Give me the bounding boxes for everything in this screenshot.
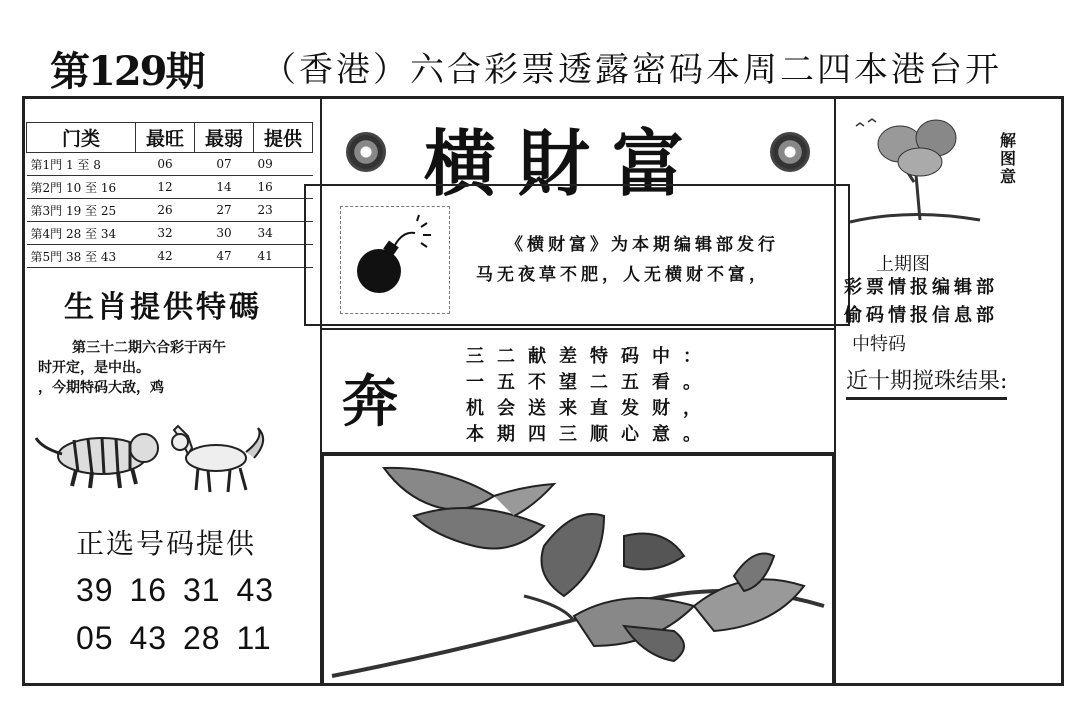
tree-illustration — [840, 112, 990, 232]
bomb-icon — [341, 207, 449, 313]
poem — [466, 344, 714, 448]
door-label: 第5門 — [30, 249, 63, 264]
table-cell-offer: 41 — [254, 245, 313, 268]
table-cell-offer: 09 — [254, 153, 313, 176]
table-cell-offer: 34 — [254, 222, 313, 245]
poem-line-4: 本期四三顺心意。 — [466, 424, 714, 445]
zodiac-character: 奔 — [342, 369, 398, 435]
range: 38 至 43 — [65, 249, 117, 264]
table-cell-category — [27, 245, 136, 268]
intro-line-2: 马无夜草不肥，人无横财不富， — [476, 265, 770, 285]
poem-line-2: 一五不望二五看。 — [466, 372, 714, 393]
table-header-offer: 提供 — [254, 123, 313, 153]
dept-lottery: 彩票情报编辑部 — [844, 277, 998, 298]
flower-box — [322, 454, 834, 686]
table-row — [27, 176, 313, 199]
interpret-label: 解图意 — [1000, 131, 1017, 186]
poem-line-1: 三二献差特码中： — [466, 346, 714, 367]
bomb-panel — [340, 206, 450, 314]
last-image-label: 上期图 — [876, 254, 930, 275]
table-cell-max: 12 — [136, 176, 195, 199]
pick-numbers-row-2: 05 43 28 11 — [76, 620, 272, 656]
note-line-2: 时开定，是中出。 — [38, 360, 150, 376]
main-title: 横財富 — [424, 121, 707, 206]
table-cell-category — [27, 153, 136, 176]
table-cell-max: 32 — [136, 222, 195, 245]
poem-line-3: 机会送来直发财， — [466, 398, 714, 419]
door-label: 第3門 — [30, 203, 63, 218]
table-row — [27, 245, 313, 268]
range: 1 至 8 — [65, 157, 101, 172]
door-label: 第2門 — [30, 180, 63, 195]
results-label: 近十期搅珠结果: — [846, 364, 1007, 400]
table-row — [27, 199, 313, 222]
headline: （香港）六合彩票透露密码本周二四本港台开 — [262, 50, 1002, 90]
zodiac-note — [38, 338, 298, 398]
table-cell-min: 27 — [195, 199, 254, 222]
table-cell-max: 42 — [136, 245, 195, 268]
table-cell-category — [27, 222, 136, 245]
pick-numbers-row-1: 39 16 31 43 — [76, 572, 275, 608]
table-header-max: 最旺 — [136, 123, 195, 153]
issue-number: 第129期 — [50, 48, 204, 95]
table-cell-offer: 16 — [254, 176, 313, 199]
table-header-min: 最弱 — [195, 123, 254, 153]
table-cell-min: 07 — [195, 153, 254, 176]
door-label: 第1門 — [30, 157, 63, 172]
zodiac-title: 生肖提供特碼 — [64, 290, 262, 325]
table-cell-min: 30 — [195, 222, 254, 245]
dog-illustration — [166, 418, 270, 496]
table-cell-category — [27, 176, 136, 199]
table-cell-max: 06 — [136, 153, 195, 176]
dept-code: 偷码情报信息部 — [844, 305, 998, 326]
intro-text — [476, 230, 848, 290]
coin-icon-left — [346, 132, 386, 172]
range: 28 至 34 — [65, 226, 117, 241]
flower-illustration — [324, 456, 832, 684]
table-row — [27, 153, 313, 176]
coin-icon-right — [770, 132, 810, 172]
pick-title: 正选号码提供 — [76, 527, 257, 560]
special-code-label: 中特码 — [852, 334, 906, 355]
door-label: 第4門 — [30, 226, 63, 241]
stats-table — [26, 122, 313, 268]
table-header-category: 门类 — [27, 123, 136, 153]
range: 19 至 25 — [65, 203, 117, 218]
note-line-3: ，今期特码大敌，鸡 — [38, 380, 164, 396]
tiger-illustration — [32, 418, 162, 490]
stats-table-wrap — [26, 122, 313, 268]
table-cell-min: 47 — [195, 245, 254, 268]
note-line-1: 第三十二期六合彩于丙午 — [72, 340, 226, 356]
range: 10 至 16 — [65, 180, 117, 195]
table-cell-min: 14 — [195, 176, 254, 199]
table-row — [27, 222, 313, 245]
table-cell-offer: 23 — [254, 199, 313, 222]
table-cell-category — [27, 199, 136, 222]
intro-line-1: 《横财富》为本期编辑部发行 — [506, 235, 779, 255]
table-cell-max: 26 — [136, 199, 195, 222]
